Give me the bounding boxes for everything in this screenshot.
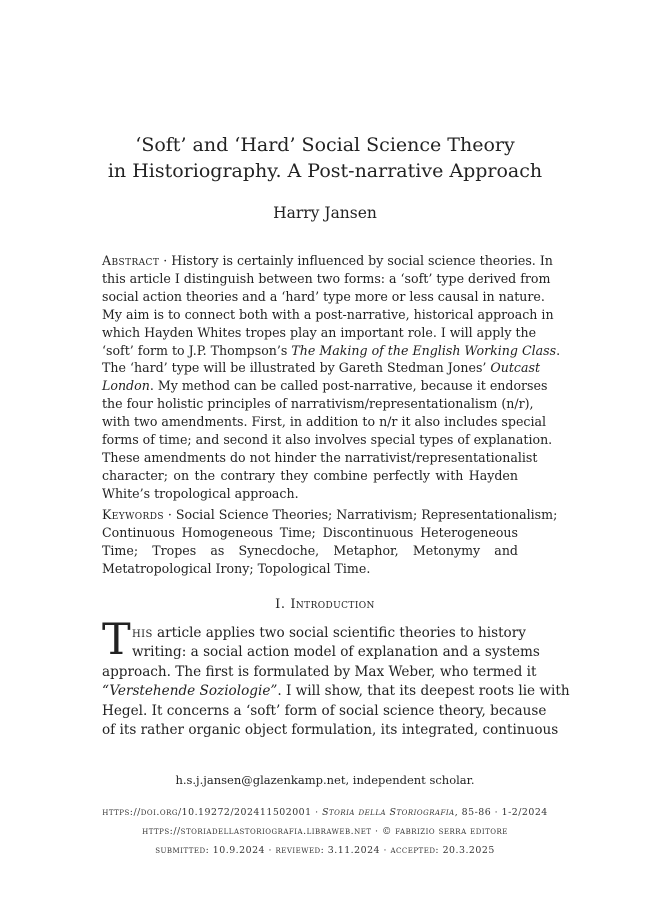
- abstract-line: History is certainly influenced by social science theories. In: [171, 253, 553, 268]
- quoted-term: “Verstehende Soziologie”: [102, 683, 278, 700]
- introduction-text: [102, 624, 570, 740]
- abstract-line: social action theories and a ‘hard’ type more or less causal in nature.: [102, 288, 545, 304]
- keywords-line: Metatropological Irony; Topological Time.: [102, 560, 371, 576]
- abstract-label: Abstract: [102, 253, 160, 268]
- body-line: writing: a social action model of explanation and a systems: [132, 644, 540, 661]
- author-footnote: h.s.j.jansen@glazenkamp.net, independent scholar.: [175, 773, 475, 787]
- keywords-line: Social Science Theories; Narrativism; Representationalism;: [175, 507, 558, 522]
- section-heading: [60, 597, 590, 612]
- keywords-label: Keywords: [102, 507, 164, 522]
- abstract-line: forms of time; and second it also involves special types of explanation.: [102, 432, 553, 448]
- abstract-line: London. My method can be called post-narrative, because it endorses: [102, 378, 548, 394]
- abstract-line: this article I distinguish between two forms: a ‘soft’ type derived from: [102, 270, 551, 286]
- book-title: London: [102, 378, 150, 394]
- body-line: approach. The first is formulated by Max Weber, who termed it: [102, 663, 537, 680]
- body-line: of its rather organic object formulation, its integrated, continuous: [102, 722, 559, 739]
- book-title: Outcast: [490, 360, 541, 376]
- body-line: his article applies two social scientific theories to history: [132, 625, 526, 641]
- abstract-line: the four holistic principles of narrativism/representationalism (n/r),: [102, 396, 534, 412]
- abstract-line: character; on the contrary they combine perfectly with Hayden: [102, 467, 518, 483]
- abstract-line: The ‘hard’ type will be illustrated by Gareth Stedman Jones’ Outcast: [102, 360, 541, 376]
- title-line-1: ‘Soft’ and ‘Hard’ Social Science Theory: [135, 134, 515, 156]
- keywords-line: Continuous Homogeneous Time; Discontinuous Heterogeneous: [102, 524, 518, 540]
- abstract-line: with two amendments. First, in addition to n/r it also includes special: [102, 414, 547, 430]
- author-name: Harry Jansen: [273, 204, 377, 222]
- keywords: Keywords · Social Science Theories; Narrativism; Representationalism; Continuous Homogeneous Time; Discontinuous Heterogeneous Time; Tropes as Synecdoche, Metaphor, Metonymy and Metatropological Irony; Topological Time.: [102, 507, 558, 576]
- dates-line: submitted: 10.9.2024 · reviewed: 3.11.2024 · accepted: 20.3.2025: [155, 845, 495, 856]
- abstract: Abstract · History is certainly influenced by social science theories. In this article I distinguish between two forms: a ‘soft’ type derived from social action theories and a ‘hard’ type more or less causal in nature. My aim is to connect both with a post-narrative, historical approach in which Hayden Whites tropes play an important role. I will apply the ‘soft’ form to J.P. Thompson’s The Making of the English Working Class. The ‘hard’ type will be illustrated by Gareth Stedman Jones’ Outcast London. My method can be called post-narrative, because it endorses the four holistic principles of narrativism/representationalism (n/r), with two amendments. First, in addition to n/r it also includes special forms of time; and second it also involves special types of explanation. These amendments do not hinder the narrativist/representationalist character; on the contrary they combine perfectly with Hayden White’s tropological approach.: [102, 253, 561, 501]
- abstract-line: ‘soft’ form to J.P. Thompson’s The Making of the English Working Class.: [102, 342, 561, 358]
- body-line: Hegel. It concerns a ‘soft’ form of social science theory, because: [102, 702, 547, 719]
- abstract-line: which Hayden Whites tropes play an important role. I will apply the: [102, 324, 537, 340]
- section-title: Introduction: [290, 597, 375, 612]
- abstract-line: White’s tropological approach.: [102, 485, 299, 501]
- book-title: The Making of the English Working Class: [291, 342, 557, 358]
- journal-name: Storia della Storiografia: [322, 807, 455, 818]
- abstract-line: These amendments do not hinder the narrativist/representationalist: [102, 449, 538, 465]
- section-number: I.: [275, 597, 286, 612]
- title-line-2: in Historiography. A Post-narrative Approach: [107, 160, 543, 182]
- drop-cap: T: [102, 615, 131, 665]
- publisher-line: https://storiadellastoriografia.libraweb.net · © fabrizio serra editore: [142, 826, 508, 837]
- abstract-line: My aim is to connect both with a post-narrative, historical approach in: [102, 306, 554, 322]
- body-line: “Verstehende Soziologie”. I will show, that its deepest roots lie with: [102, 683, 570, 700]
- keywords-line: Time; Tropes as Synecdoche, Metaphor, Metonymy and: [102, 542, 518, 558]
- article-title: [60, 132, 590, 184]
- doi-line: https://doi.org/10.19272/202411502001 · Storia della Storiografia, 85-86 · 1-2/2024: [102, 807, 548, 818]
